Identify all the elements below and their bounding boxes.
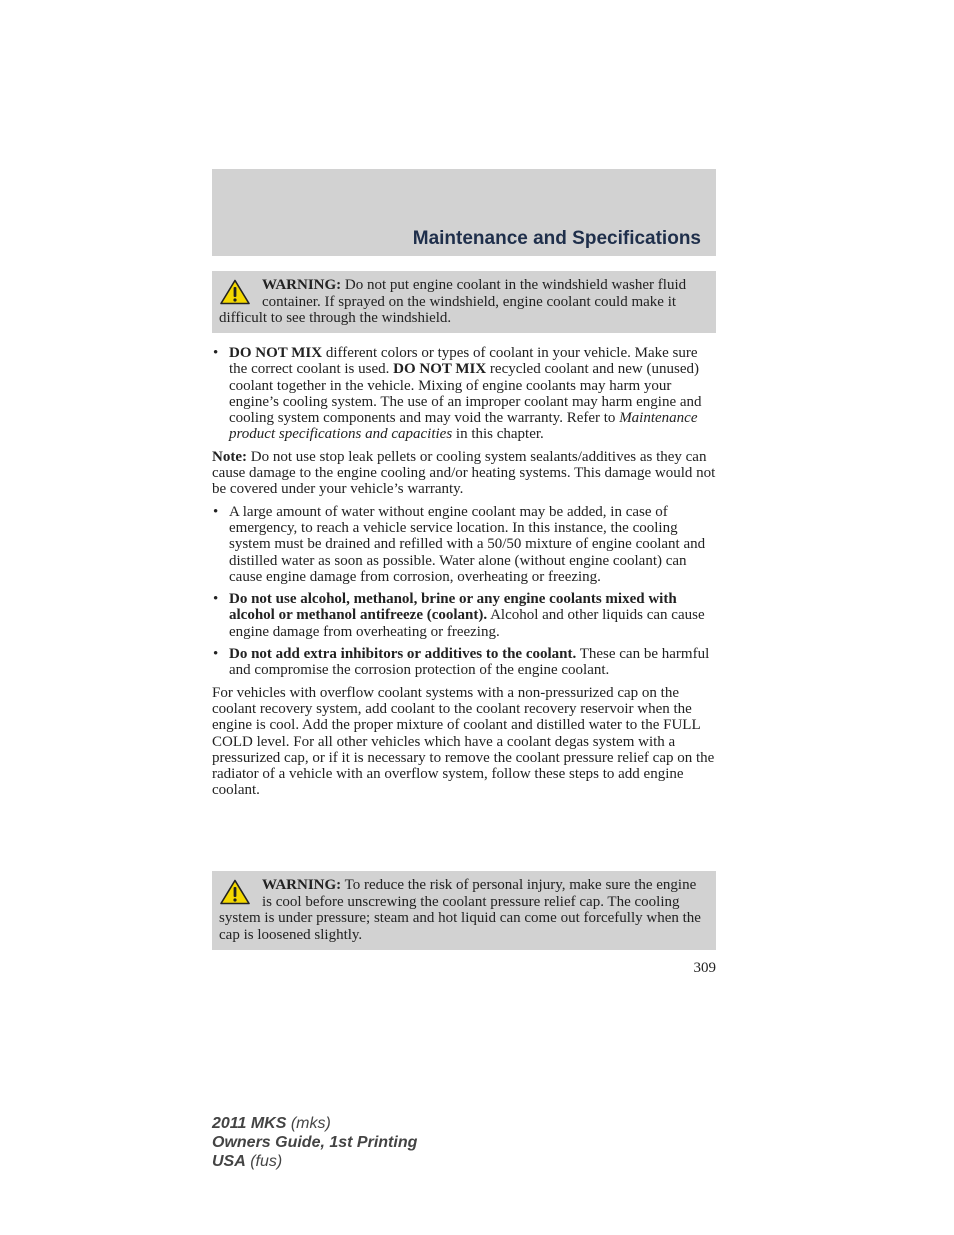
warning-text: To reduce the risk of personal injury, make sure the engine is cool before unscrewing the coolant pressure relief cap. The cooling system is under pressure; steam and hot liquid can come out forcefully when the cap is loosened slightly.	[219, 877, 701, 943]
warning-text: Do not put engine coolant in the windshield washer fluid container. If sprayed on the windshield, engine coolant could make it difficult to see through the windshield.	[219, 277, 687, 326]
bullet-text: in this chapter.	[452, 426, 544, 443]
bullet-text: recycled coolant and new (unused) coolant together in the vehicle. Mixing of engine coolants may harm your engine’s cooling system. The use of an improper coolant may harm engine and cooling system components and may void the warranty. Refer to	[229, 361, 702, 427]
body-content	[212, 345, 716, 805]
footer-market: USA	[212, 1153, 246, 1170]
bullet-text: These can be harmful and compromise the corrosion protection of the engine coolant.	[229, 646, 710, 679]
warning-label: WARNING:	[262, 877, 342, 893]
footer-guide: Owners Guide, 1st Printing	[212, 1134, 418, 1151]
footer-model-code: (mks)	[286, 1115, 331, 1132]
footer-model: 2011 MKS	[212, 1115, 287, 1132]
bullet-text: A large amount of water without engine coolant may be added, in case of emergency, to reach a vehicle service location. In this instance, the cooling system must be drained and refilled with a 50/50 mixture of engine coolant and distilled water as soon as possible. Water alone (without engine coolant) can cause engine damage from corrosion, overheating or freezing.	[229, 503, 706, 585]
bullet-dot: •	[213, 591, 219, 608]
note-text: Do not use stop leak pellets or cooling system sealants/additives as they can cause damage to the engine cooling and/or heating systems. This damage would not be covered under your vehicle’s warranty.	[212, 448, 716, 498]
page-number: 309	[693, 960, 716, 976]
bullet-dot: •	[213, 503, 219, 520]
footer-line-model	[212, 1114, 417, 1133]
footer-line-guide	[212, 1133, 417, 1152]
warning-box-pressure-cap	[212, 871, 716, 950]
section-header-band	[212, 169, 716, 256]
overflow-systems-paragraph: For vehicles with overflow coolant systems with a non-pressurized cap on the coolant recovery system, add coolant to the coolant recovery reservoir when the engine is cool. Add the proper mixture of coolant and distilled water to the FULL COLD level. For all other vehicles which have a coolant degas system with a pressurized cap, or if it is necessary to remove the coolant pressure relief cap on the radiator of a vehicle with an overflow system, follow these steps to add engine coolant.	[212, 684, 715, 799]
bold-text: Do not use alcohol, methanol, brine or any engine coolants mixed with alcohol or methanol antifreeze (coolant).	[229, 591, 677, 624]
bold-text: DO NOT MIX	[229, 345, 323, 361]
bullet-text: Alcohol and other liquids can cause engine damage from overheating or freezing.	[229, 607, 705, 640]
warning-label: WARNING:	[262, 277, 342, 293]
bullet-text: different colors or types of coolant in your vehicle. Make sure the correct coolant is used.	[229, 345, 698, 378]
bold-text: DO NOT MIX	[393, 361, 487, 378]
bullet-water-emergency	[212, 504, 716, 585]
note-paragraph	[212, 449, 716, 498]
bullet-no-additives	[212, 646, 716, 679]
warning-triangle-icon	[220, 279, 250, 305]
section-title: Maintenance and Specifications	[412, 228, 701, 249]
bullet-dot: •	[213, 345, 219, 361]
warning-box-washer-fluid	[212, 271, 716, 333]
note-label: Note:	[212, 448, 247, 465]
cross-reference: Maintenance product specifications and capacities	[229, 410, 698, 443]
footer-line-market	[212, 1152, 417, 1171]
bullet-do-not-mix	[212, 345, 716, 443]
document-footer	[212, 1114, 417, 1171]
bullet-no-alcohol	[212, 591, 716, 640]
bold-text: Do not add extra inhibitors or additives to the coolant.	[229, 646, 577, 663]
footer-market-code: (fus)	[245, 1153, 283, 1170]
bullet-dot: •	[213, 646, 219, 663]
warning-triangle-icon	[220, 879, 250, 905]
